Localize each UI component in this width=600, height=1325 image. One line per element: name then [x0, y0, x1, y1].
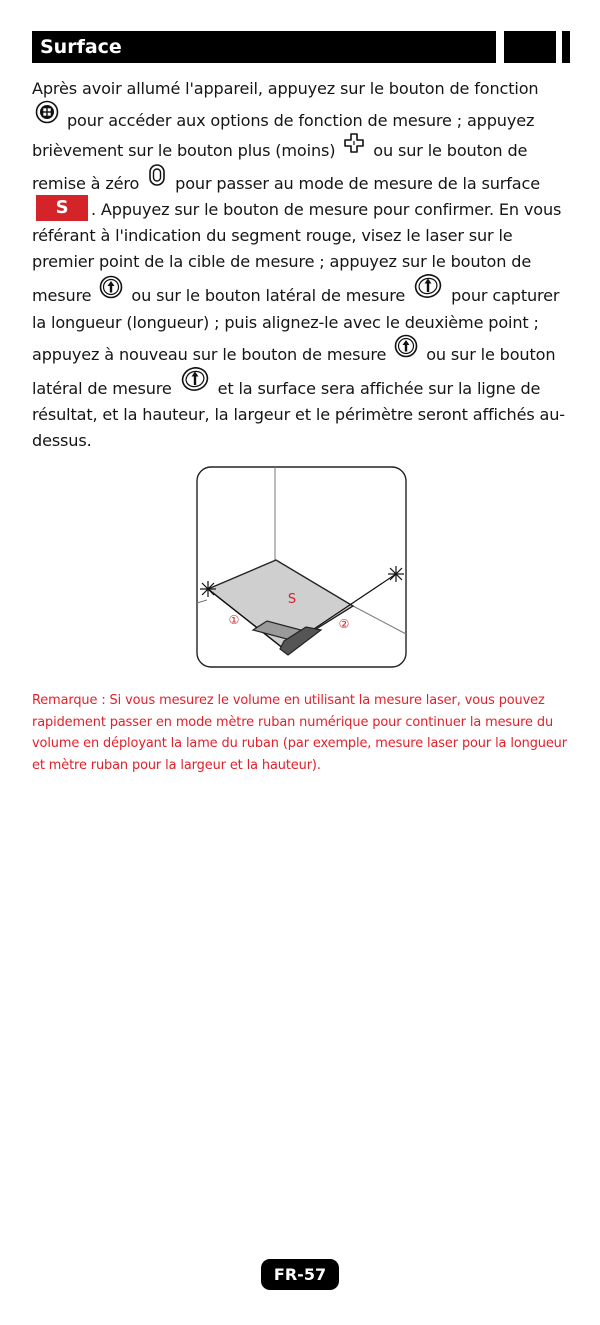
diagram-svg — [196, 466, 407, 668]
remark-note: Remarque : Si vous mesurez le volume en utilisant la mesure laser, vous pouvez rapidement passer en mode mètre ruban numérique pour continuer la mesure du volume en déployant la lame du ruban (par exemple, mesure laser pour la longueur et mètre ruban pour la largeur et la hauteur). — [32, 693, 567, 773]
section-title: Surface — [40, 36, 122, 58]
page-number-badge: FR-57 — [261, 1259, 339, 1290]
text-segment-5: . Appuyez sur le bouton de mesure pour confirmer. En vous référant à l'indication du segment rouge, visez le laser sur le premier point de la cible de mesure ; appuyez sur le bouton de mesure — [32, 199, 562, 306]
reset-zero-button-icon — [147, 163, 167, 195]
side-measure-button-icon — [413, 273, 443, 307]
text-segment-4: pour passer au mode de mesure de la surface — [175, 173, 540, 193]
text-segment-9: et la surface sera affichée sur la ligne de résultat, et la hauteur, la largeur et le périmètre seront affichés au-dessus. — [32, 379, 565, 451]
text-segment-6: ou sur le bouton latéral de mesure — [131, 286, 406, 306]
header-title-bar — [32, 31, 496, 63]
function-button-icon — [35, 100, 59, 132]
surface-label: S — [287, 592, 297, 607]
laser-point-left-icon — [200, 581, 216, 597]
measure-button-icon-2 — [394, 334, 418, 366]
section-header — [32, 31, 570, 63]
laser-point-right-icon — [388, 566, 404, 582]
side-measure-button-icon-2 — [180, 366, 210, 400]
text-segment-2: pour accéder aux options de fonction de mesure ; appuyez brièvement sur le bouton plus (moins) — [32, 111, 535, 161]
point-2-label: ② — [338, 617, 350, 631]
instructions-paragraph — [32, 76, 572, 455]
plus-minus-button-icon — [343, 132, 365, 162]
text-segment-3: ou sur le bouton de remise à zéro — [32, 141, 528, 193]
text-segment-7: pour capturer la longueur (longueur) ; puis alignez-le avec le deuxième point ; appuyez à nouveau sur le bouton de mesure — [32, 286, 560, 364]
surface-measurement-diagram — [196, 466, 407, 668]
measure-button-icon — [99, 275, 123, 307]
point-1-label: ① — [228, 613, 240, 627]
text-segment-8: ou sur le bouton latéral de mesure — [32, 344, 556, 399]
surface-mode-badge: S — [36, 195, 88, 221]
header-block — [504, 31, 556, 63]
header-strip — [562, 31, 570, 63]
text-segment-1: Après avoir allumé l'appareil, appuyez sur le bouton de fonction — [32, 79, 539, 98]
